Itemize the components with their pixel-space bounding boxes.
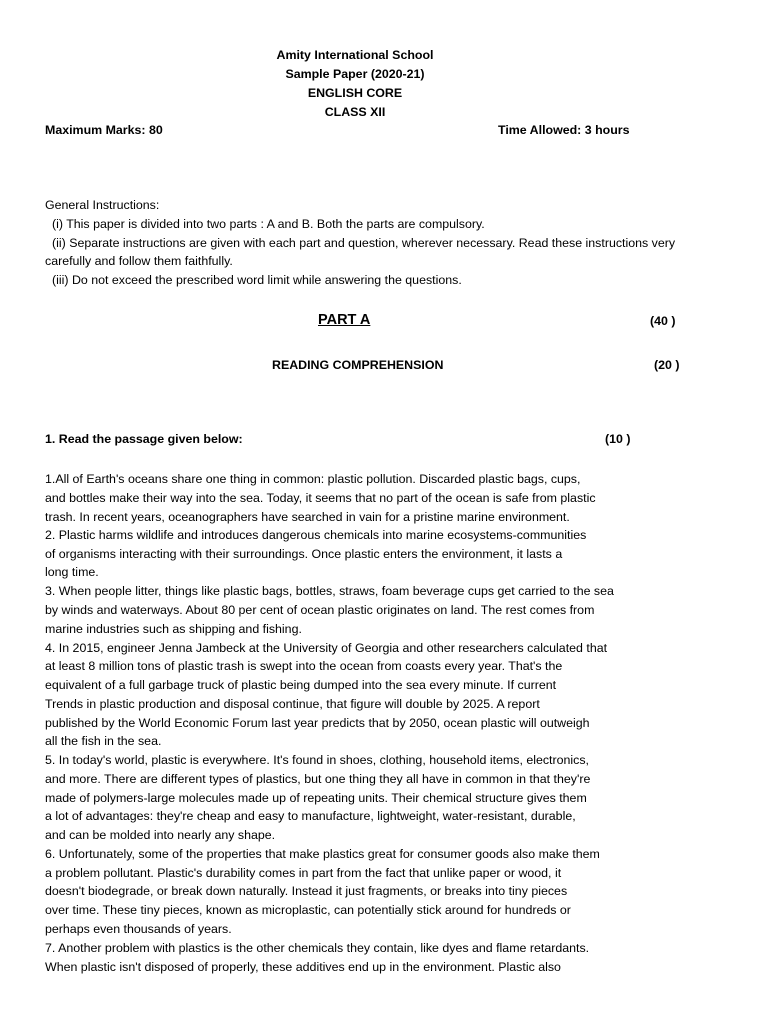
- passage-line: published by the World Economic Forum last year predicts that by 2050, ocean plastic will outweigh: [45, 716, 590, 730]
- passage-line: a problem pollutant. Plastic's durability comes in part from the fact that unlike paper or wood, it: [45, 866, 562, 880]
- passage-line: 1.All of Earth's oceans share one thing in common: plastic pollution. Discarded plastic bags, cups,: [45, 472, 581, 486]
- instruction-item: carefully and follow them faithfully.: [45, 254, 233, 268]
- passage-line: of organisms interacting with their surroundings. Once plastic enters the environment, it lasts a: [45, 547, 563, 561]
- passage-line: at least 8 million tons of plastic trash is swept into the ocean from coasts every year. That's the: [45, 659, 563, 673]
- question-prompt: 1. Read the passage given below:: [45, 432, 243, 446]
- instructions-title: General Instructions:: [45, 198, 160, 212]
- school-name: Amity International School: [276, 48, 434, 62]
- question-marks: (10 ): [605, 432, 631, 446]
- passage-line: 5. In today's world, plastic is everywhere. It's found in shoes, clothing, household items, electronics,: [45, 753, 589, 767]
- part-a-marks: (40 ): [650, 314, 676, 328]
- passage-line: 2. Plastic harms wildlife and introduces dangerous chemicals into marine ecosystems-communities: [45, 528, 587, 542]
- passage-line: perhaps even thousands of years.: [45, 922, 232, 936]
- paper-title: Sample Paper (2020-21): [285, 67, 425, 81]
- passage-line: long time.: [45, 565, 99, 579]
- passage-line: and can be molded into nearly any shape.: [45, 828, 276, 842]
- max-marks: Maximum Marks: 80: [45, 123, 163, 137]
- instruction-item: (iii) Do not exceed the prescribed word limit while answering the questions.: [52, 273, 462, 287]
- instruction-item: (i) This paper is divided into two parts : A and B. Both the parts are compulsory.: [52, 217, 485, 231]
- passage-line: all the fish in the sea.: [45, 734, 162, 748]
- passage-line: Trends in plastic production and disposal continue, that figure will double by 2025. A report: [45, 697, 540, 711]
- instruction-item: (ii) Separate instructions are given with each part and question, wherever necessary. Read these instructions very: [52, 236, 676, 250]
- passage-line: marine industries such as shipping and fishing.: [45, 622, 302, 636]
- class-title: CLASS XII: [324, 105, 386, 119]
- subject-title: ENGLISH CORE: [307, 86, 403, 100]
- passage-line: doesn't biodegrade, or break down naturally. Instead it just fragments, or breaks into tiny pieces: [45, 884, 568, 898]
- passage-line: 4. In 2015, engineer Jenna Jambeck at the University of Georgia and other researchers calculated that: [45, 641, 608, 655]
- passage-line: equivalent of a full garbage truck of plastic being dumped into the sea every minute. If current: [45, 678, 557, 692]
- passage-line: over time. These tiny pieces, known as microplastic, can potentially stick around for hundreds or: [45, 903, 571, 917]
- passage-line: trash. In recent years, oceanographers have searched in vain for a pristine marine environment.: [45, 510, 570, 524]
- passage-line: 7. Another problem with plastics is the other chemicals they contain, like dyes and flame retardants.: [45, 941, 590, 955]
- passage-line: made of polymers-large molecules made up of repeating units. Their chemical structure gives them: [45, 791, 587, 805]
- passage-line: a lot of advantages: they're cheap and easy to manufacture, lightweight, water-resistant, durable,: [45, 809, 576, 823]
- passage-line: and more. There are different types of plastics, but one thing they all have in common in that they're: [45, 772, 591, 786]
- time-allowed: Time Allowed: 3 hours: [498, 123, 630, 137]
- passage-line: 3. When people litter, things like plastic bags, bottles, straws, foam beverage cups get carried to the sea: [45, 584, 614, 598]
- passage-line: by winds and waterways. About 80 per cent of ocean plastic originates on land. The rest comes from: [45, 603, 595, 617]
- passage-line: When plastic isn't disposed of properly, these additives end up in the environment. Plastic also: [45, 960, 561, 974]
- section-marks: (20 ): [654, 358, 680, 372]
- section-title: READING COMPREHENSION: [272, 358, 444, 372]
- passage-line: 6. Unfortunately, some of the properties that make plastics great for consumer goods also make them: [45, 847, 600, 861]
- passage-line: and bottles make their way into the sea. Today, it seems that no part of the ocean is safe from plastic: [45, 491, 596, 505]
- part-a-title: PART A: [318, 312, 371, 328]
